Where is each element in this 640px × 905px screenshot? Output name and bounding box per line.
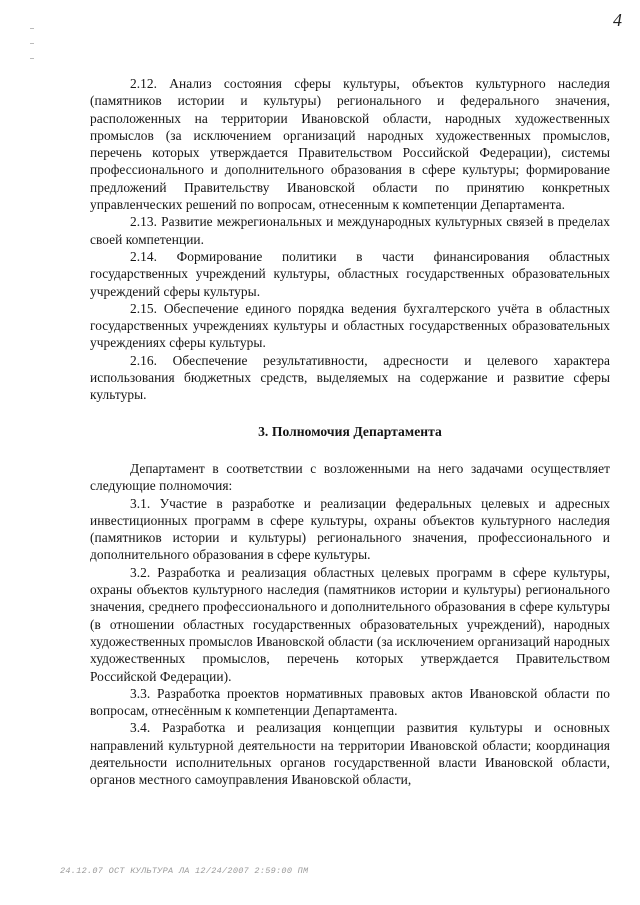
document-body (90, 75, 610, 789)
paragraph-intro: Департамент в соответствии с возложенными на него задачами осуществляет следующие полномочия: (90, 460, 610, 494)
paragraph-2-15: 2.15. Обеспечение единого порядка ведения бухгалтерского учёта в областных государственных учреждениях культуры и областных государственных образовательных учреждениях сферы культуры. (90, 300, 610, 351)
paragraph-2-12: 2.12. Анализ состояния сферы культуры, объектов культурного наследия (памятников истории и культуры) регионального и федерального значения, расположенных на территории Ивановской области, народных художественных промыслов (за исключением организаций народных художественных промыслов, перечень которых утверждается Правительством Российской Федерации), системы профессионального и дополнительного образования в сфере культуры; формирование предложений Правительству Ивановской области по принятию конкретных управленческих решений по вопросам, отнесенным к компетенции Департамента. (90, 76, 610, 213)
paragraph-3-1: 3.1. Участие в разработке и реализации федеральных целевых и адресных инвестиционных программ в сфере культуры, охраны объектов культурного наследия (памятников истории и культуры) регионального значения, профессионального и дополнительного образования в сфере культуры. (90, 495, 610, 563)
paragraph-3-3: 3.3. Разработка проектов нормативных правовых актов Ивановской области по вопросам, отнесённым к компетенции Департамента. (90, 685, 610, 719)
paragraph-2-14: 2.14. Формирование политики в части финансирования областных государственных учреждений культуры, областных государственных образовательных учреждений сферы культуры. (90, 248, 610, 299)
paragraph-3-4: 3.4. Разработка и реализация концепции развития культуры и основных направлений культурной деятельности на территории Ивановской области; координация деятельности исполнительных органов государственной власти Ивановской области, органов местного самоуправления Ивановской области, (90, 720, 610, 788)
page-number: 4 (613, 10, 622, 30)
section-heading: 3. Полномочия Департамента (258, 423, 442, 439)
margin-marks (30, 28, 44, 73)
paragraph-2-13: 2.13. Развитие межрегиональных и международных культурных связей в пределах своей компетенции. (90, 214, 610, 247)
footer-stamp: 24.12.07 ОСТ КУЛЬТУРА ЛА 12/24/2007 2:59:00 ПМ (60, 866, 309, 876)
paragraph-3-2: 3.2. Разработка и реализация областных целевых программ в сфере культуры, охраны объектов культурного наследия (памятников истории и культуры) регионального значения, среднего профессионального и дополнительного образования в сфере культуры (в отношении областных государственных образовательных учреждений), народных художественных промыслов Ивановской области (за исключением организаций народных художественных промыслов, перечень которых утверждается Правительством Российской Федерации). (90, 564, 610, 684)
paragraph-2-16: 2.16. Обеспечение результативности, адресности и целевого характера использования бюджетных средств, выделяемых на содержание и развитие сферы культуры. (90, 352, 610, 403)
